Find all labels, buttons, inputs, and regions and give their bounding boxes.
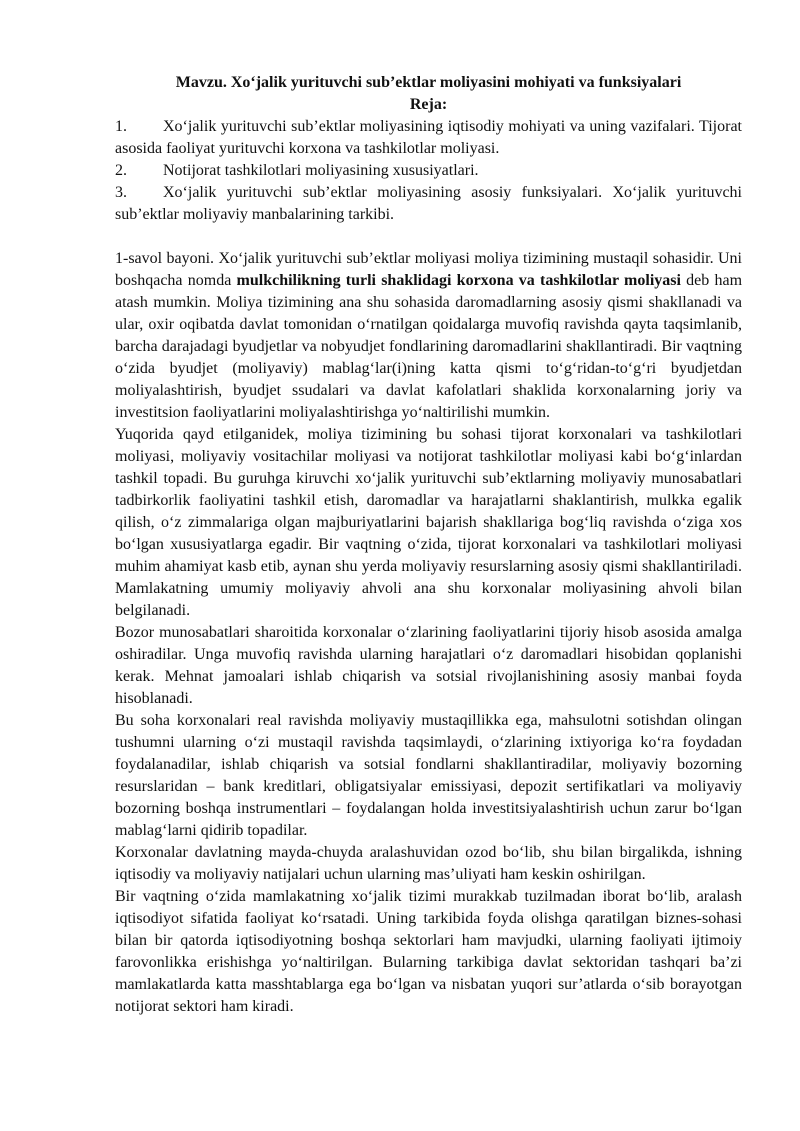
plan-item-1	[115, 116, 742, 160]
document-title: Mavzu. Xo‘jalik yurituvchi sub’ektlar moliyasini mohiyati va funksiyalari	[175, 74, 682, 91]
plan-item-text: Notijorat tashkilotlari moliyasining xususiyatlari.	[163, 162, 479, 179]
paragraph-3: Bozor munosabatlari sharoitida korxonalar o‘zlarining faoliyatlarini tijoriy hisob asosida amalga oshiradilar. Unga muvofiq ravishda ularning harajatlari o‘z daromadlari hisobidan qoplanishi kerak. Mehnat jamoalari ishlab chiqarish va sotsial rivojlanishining asosiy manbai foyda hisoblanadi.	[115, 624, 742, 707]
plan-item-text: Xo‘jalik yurituvchi sub’ektlar moliyasining iqtisodiy mohiyati va uning vazifalari. Tijorat asosida faoliyat yurituvchi korxona va tashkilotlar moliyasi.	[115, 118, 742, 157]
paragraph-5: Korxonalar davlatning mayda-chuyda aralashuvidan ozod bo‘lib, shu bilan birgalikda, ishning iqtisodiy va moliyaviy natijalari uchun ularning mas’uliyati ham keskin oshirilgan.	[115, 844, 742, 883]
plan-item-number: 1.	[115, 118, 127, 135]
plan-item-3	[115, 182, 742, 226]
paragraph-1-bold-term: mulkchilikning turli shaklidagi korxona va tashkilotlar moliyasi	[236, 272, 681, 289]
paragraph-1	[115, 248, 742, 424]
paragraph-6: Bir vaqtning o‘zida mamlakatning xo‘jalik tizimi murakkab tuzilmadan iborat bo‘lib, aralash iqtisodiyot sifatida faoliyat ko‘rsatadi. Uning tarkibida foyda olishga qaratilgan biznes-sohasi bilan bir qatorda iqtisodiyotning boshqa sektorlari ham mavjudki, ularning faoliyati ijtimoiy farovonlikka erishishga yo‘naltirilgan. Bularning tarkibiga davlat sektoridan tashqari ba’zi mamlakatlarda katta masshtablarga ega bo‘lgan va nisbatan yuqori sur’atlarda o‘sib borayotgan notijorat sektori ham kiradi.	[115, 888, 742, 1015]
paragraph-1-rest: deb ham atash mumkin. Moliya tizimining ana shu sohasida daromadlarning asosiy qismi shakllanadi va ular, oxir oqibatda davlat tomonidan o‘rnatilgan qoidalarga muvofiq ravishda qayta taqsimlanib, barcha darajadagi byudjetlar va nobyudjet fondlarining daromadlarini shakllantiradi. Bir vaqtning o‘zida byudjet (moliyaviy) mablag‘lar(i)ning katta qismi to‘g‘ridan-to‘g‘ri byudjetdan moliyalashtirish, byudjet ssudalari va davlat kafolatlari shaklida korxonalarning joriy va investitsion faoliyatlarini moliyalashtirishga yo‘naltirilishi mumkin.	[115, 272, 743, 421]
plan-item-number: 2.	[115, 162, 127, 179]
paragraph-1-intro: 1-savol bayoni. Xo‘jalik yurituvchi sub’ektlar moliyasi moliya tizimining mustaqil sohasidir. Uni boshqacha nomda	[115, 250, 742, 289]
paragraph-4: Bu soha korxonalari real ravishda moliyaviy mustaqillikka ega, mahsulotni sotishdan olingan tushumni ularning o‘zi mustaqil ravishda taqsimlaydi, o‘zlarining ixtiyoriga ko‘ra foydadan foydalanadilar, ishlab chiqarish va sotsial fondlarni shakllantiradilar, moliyaviy bozorning resurslaridan – bank kreditlari, obligatsiyalar emissiyasi, depozit sertifikatlari va moliyaviy bozorning boshqa instrumentlari – foydalangan holda investitsiyalashtirish uchun zarur bo‘lgan mablag‘larni qidirib topadilar.	[115, 712, 742, 839]
plan-item-2	[115, 160, 742, 182]
plan-heading: Reja:	[409, 96, 448, 113]
plan-item-text: Xo‘jalik yurituvchi sub’ektlar moliyasining asosiy funksiyalari. Xo‘jalik yurituvchi sub’ektlar moliyaviy manbalarining tarkibi.	[115, 184, 742, 223]
spacer	[115, 226, 742, 248]
paragraph-2: Yuqorida qayd etilganidek, moliya tizimining bu sohasi tijorat korxonalari va tashkilotlari moliyasi, moliyaviy vositachilar moliyasi va notijorat tashkilotlar moliyasi kabi bo‘g‘inlardan tashkil topadi. Bu guruhga kiruvchi xo‘jalik yurituvchi sub’ektlarning moliyaviy munosabatlari tadbirkorlik faoliyatini tashkil etish, daromadlar va harajatlarni shaklantirish, mulkka egalik qilish, o‘z zimmalariga olgan majburiyatlarini bajarish shakllariga bog‘liq ravishda o‘ziga xos bo‘lgan xususiyatlarga egadir. Bir vaqtning o‘zida, tijorat korxonalari va tashkilotlari moliyasi muhim ahamiyat kasb etib, aynan shu yerda moliyaviy resurslarning asosiy qismi shakllantiriladi. Mamlakatning umumiy moliyaviy ahvoli ana shu korxonalar moliyasining ahvoli bilan belgilanadi.	[115, 426, 742, 619]
plan-item-number: 3.	[115, 184, 127, 201]
